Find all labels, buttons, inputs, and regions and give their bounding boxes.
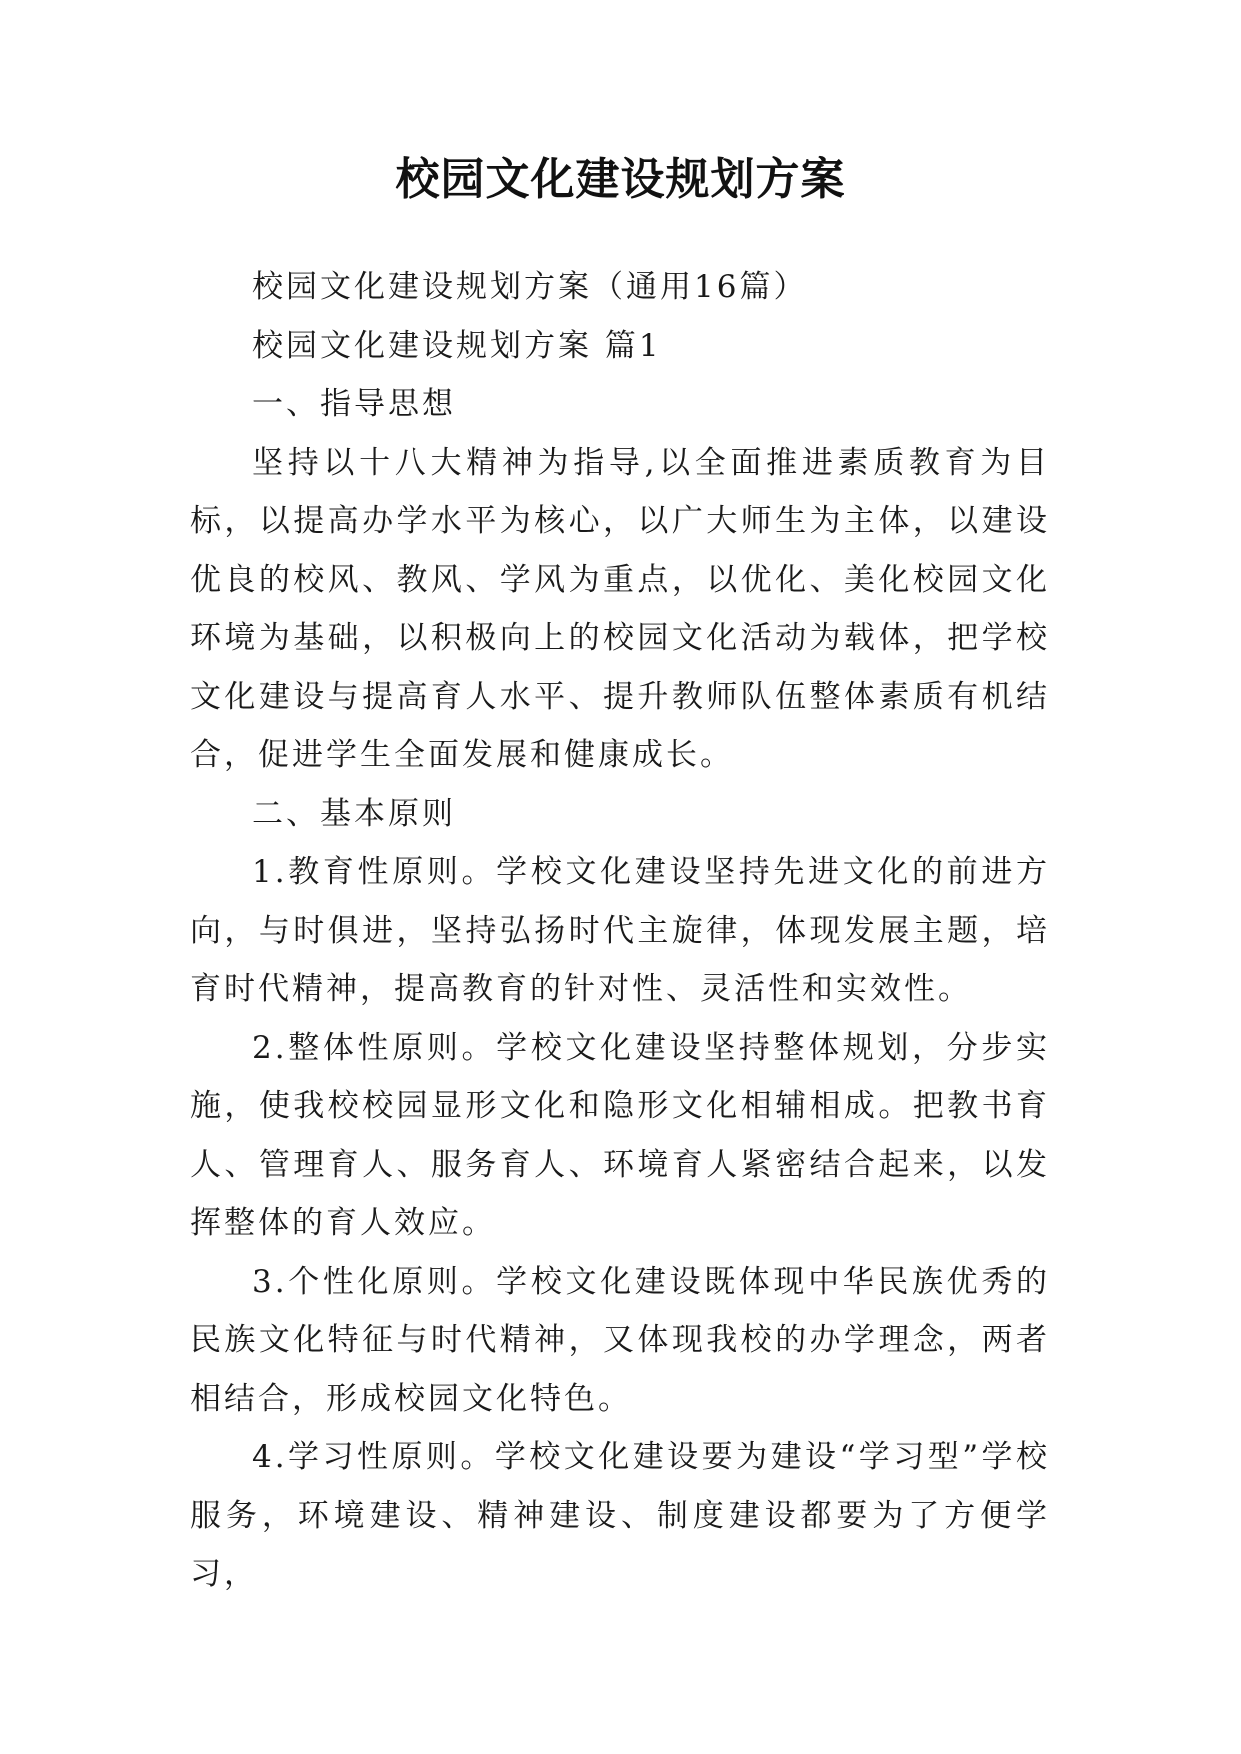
paragraph-subtitle: 校园文化建设规划方案（通用16篇） <box>252 269 808 305</box>
paragraph-principle-1: 1.教育性原则。学校文化建设坚持先进文化的前进方向，与时俱进，坚持弘扬时代主旋律，体现发展主题，培育时代精神，提高教育的针对性、灵活性和实效性。 <box>190 854 1050 1007</box>
document-body <box>190 258 1050 1604</box>
paragraph-section-heading: 校园文化建设规划方案 篇1 <box>252 327 662 364</box>
document-title: 校园文化建设规划方案 <box>395 154 846 205</box>
paragraph-principle-4: 4.学习性原则。学校文化建设要为建设“学习型”学校服务，环境建设、精神建设、制度建设都要为了方便学习， <box>190 1439 1050 1592</box>
paragraph-principle-2: 2.整体性原则。学校文化建设坚持整体规划，分步实施，使我校校园显形文化和隐形文化相辅相成。把教书育人、管理育人、服务育人、环境育人紧密结合起来，以发挥整体的育人效应。 <box>190 1029 1050 1241</box>
heading-basic-principles: 二、基本原则 <box>252 795 456 832</box>
paragraph-guiding-ideology: 坚持以十八大精神为指导,以全面推进素质教育为目标，以提高办学水平为核心，以广大师生为主体，以建设优良的校风、教风、学风为重点，以优化、美化校园文化环境为基础，以积极向上的校园文化活动为载体，把学校文化建设与提高育人水平、提升教师队伍整体素质有机结合，促进学生全面发展和健康成长。 <box>190 444 1050 773</box>
paragraph-principle-3: 3.个性化原则。学校文化建设既体现中华民族优秀的民族文化特征与时代精神，又体现我校的办学理念，两者相结合，形成校园文化特色。 <box>190 1263 1050 1417</box>
heading-guiding-ideology: 一、指导思想 <box>252 386 456 422</box>
